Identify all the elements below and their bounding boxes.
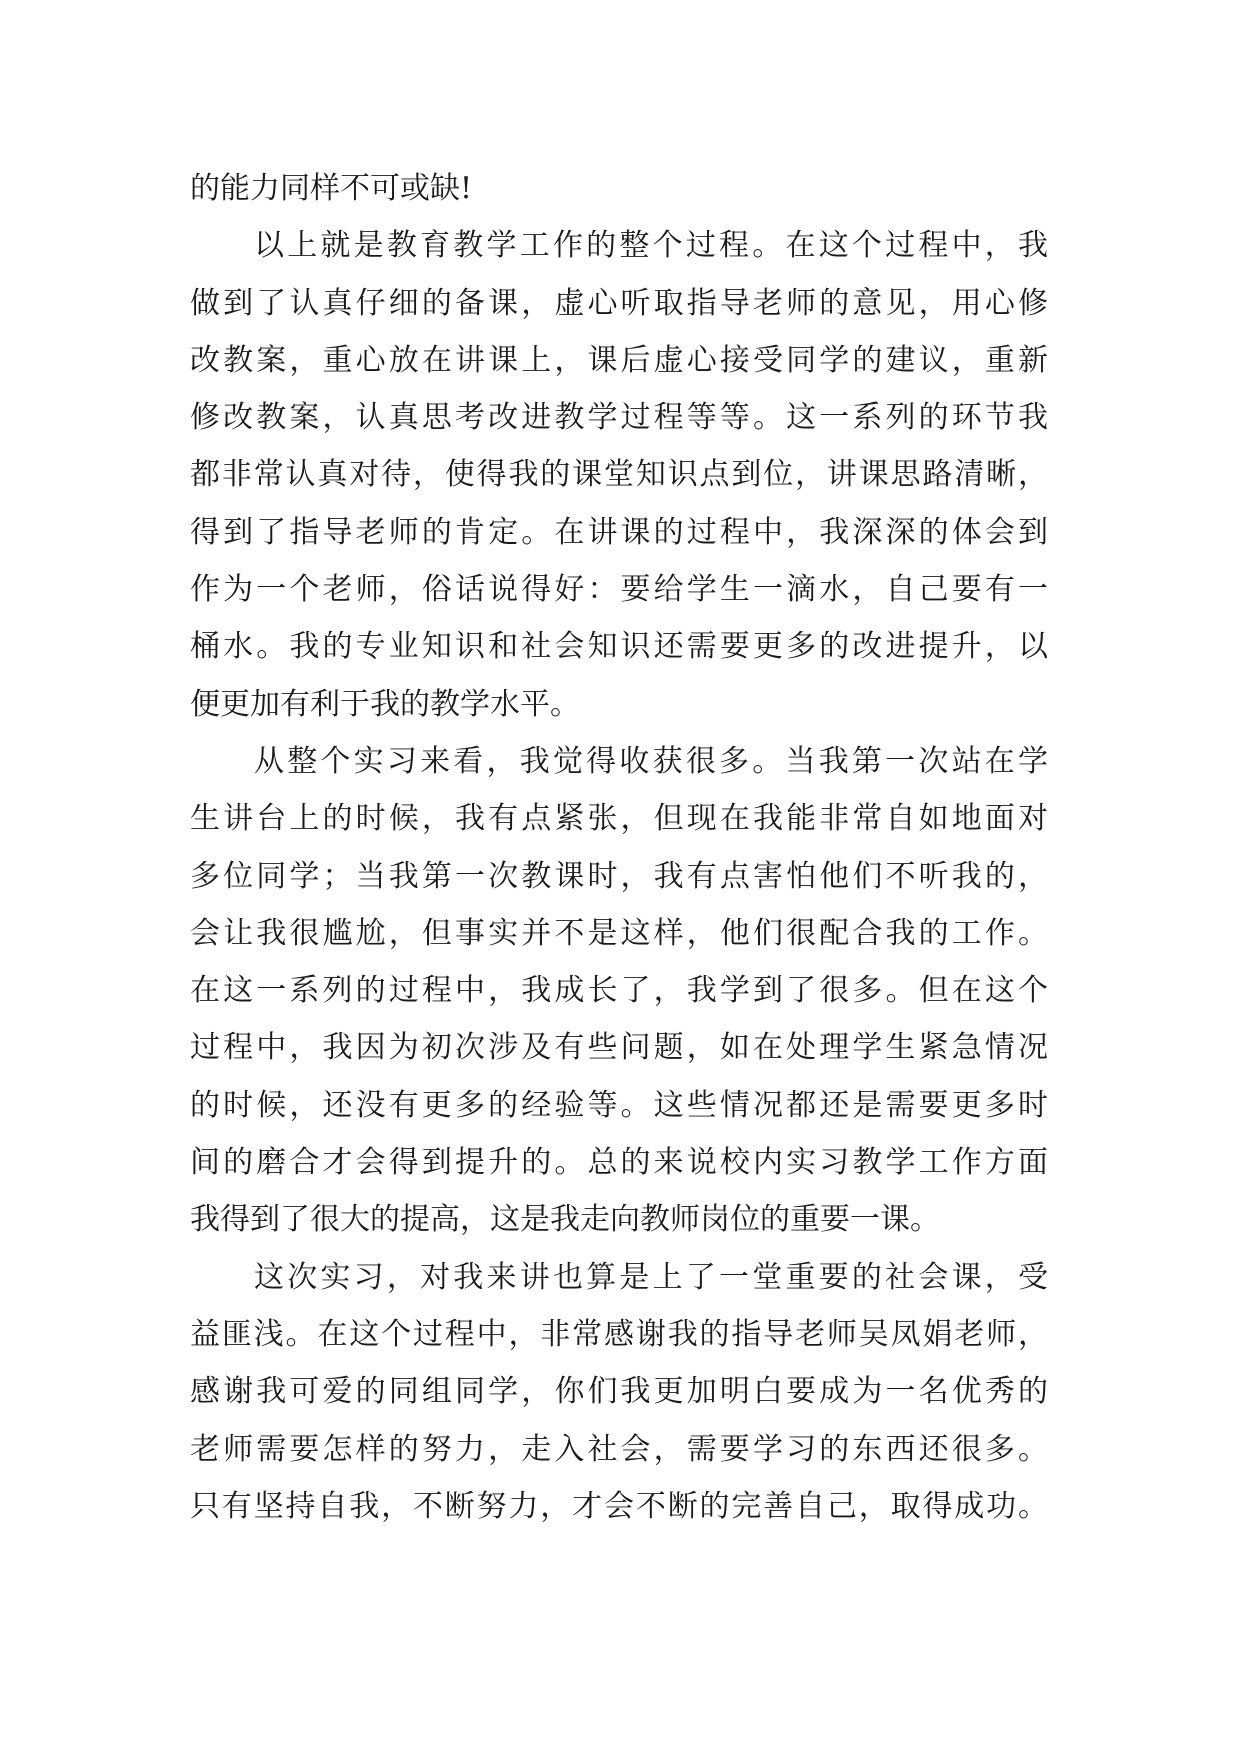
text-line: 过程中，我因为初次涉及有些问题，如在处理学生紧急情况: [190, 1030, 1048, 1066]
text-line: 在这一系列的过程中，我成长了，我学到了很多。但在这个: [190, 973, 1048, 1009]
text-line: 都非常认真对待，使得我的课堂知识点到位，讲课思路清晰，: [190, 457, 1048, 493]
text-line: 感谢我可爱的同组同学，你们我更加明白要成为一名优秀的: [190, 1374, 1048, 1410]
paragraph: [190, 1249, 1048, 1535]
text-line: 修改教案，认真思考改进教学过程等等。这一系列的环节我: [190, 400, 1048, 436]
text-line: 间的磨合才会得到提升的。总的来说校内实习教学工作方面: [190, 1145, 1048, 1181]
text-line: 桶水。我的专业知识和社会知识还需要更多的改进提升，以: [190, 629, 1048, 665]
text-line: 老师需要怎样的努力，走入社会，需要学习的东西还很多。: [190, 1431, 1048, 1467]
text-line: 得到了指导老师的肯定。在讲课的过程中，我深深的体会到: [190, 514, 1048, 550]
text-line: 以上就是教育教学工作的整个过程。在这个过程中，我: [254, 228, 1048, 264]
text-line: 益匪浅。在这个过程中，非常感谢我的指导老师吴凤娟老师，: [190, 1316, 1048, 1352]
paragraph: [190, 217, 1048, 733]
document-body: [190, 160, 1048, 1535]
text-line: 做到了认真仔细的备课，虚心听取指导老师的意见，用心修: [190, 285, 1048, 321]
text-line: 改教案，重心放在讲课上，课后虚心接受同学的建议，重新: [190, 342, 1048, 378]
text-line: 便更加有利于我的教学水平。: [190, 686, 580, 722]
text-line: 这次实习，对我来讲也算是上了一堂重要的社会课，受: [254, 1259, 1048, 1295]
text-line: 生讲台上的时候，我有点紧张，但现在我能非常自如地面对: [190, 801, 1048, 837]
text-line: 会让我很尴尬，但事实并不是这样，他们很配合我的工作。: [190, 915, 1048, 951]
text-line: 多位同学；当我第一次教课时，我有点害怕他们不听我的，: [190, 858, 1048, 894]
text-line: 我得到了很大的提高，这是我走向教师岗位的重要一课。: [190, 1202, 940, 1238]
text-line: 的能力同样不可或缺!: [190, 171, 473, 206]
text-line: 从整个实习来看，我觉得收获很多。当我第一次站在学: [254, 743, 1048, 779]
text-line: 作为一个老师，俗话说得好：要给学生一滴水，自己要有一: [190, 572, 1048, 608]
text-line: 只有坚持自我，不断努力，才会不断的完善自己，取得成功。: [190, 1488, 1048, 1524]
paragraph: [190, 160, 1048, 217]
text-line: 的时候，还没有更多的经验等。这些情况都还是需要更多时: [190, 1087, 1048, 1123]
paragraph: [190, 733, 1048, 1249]
